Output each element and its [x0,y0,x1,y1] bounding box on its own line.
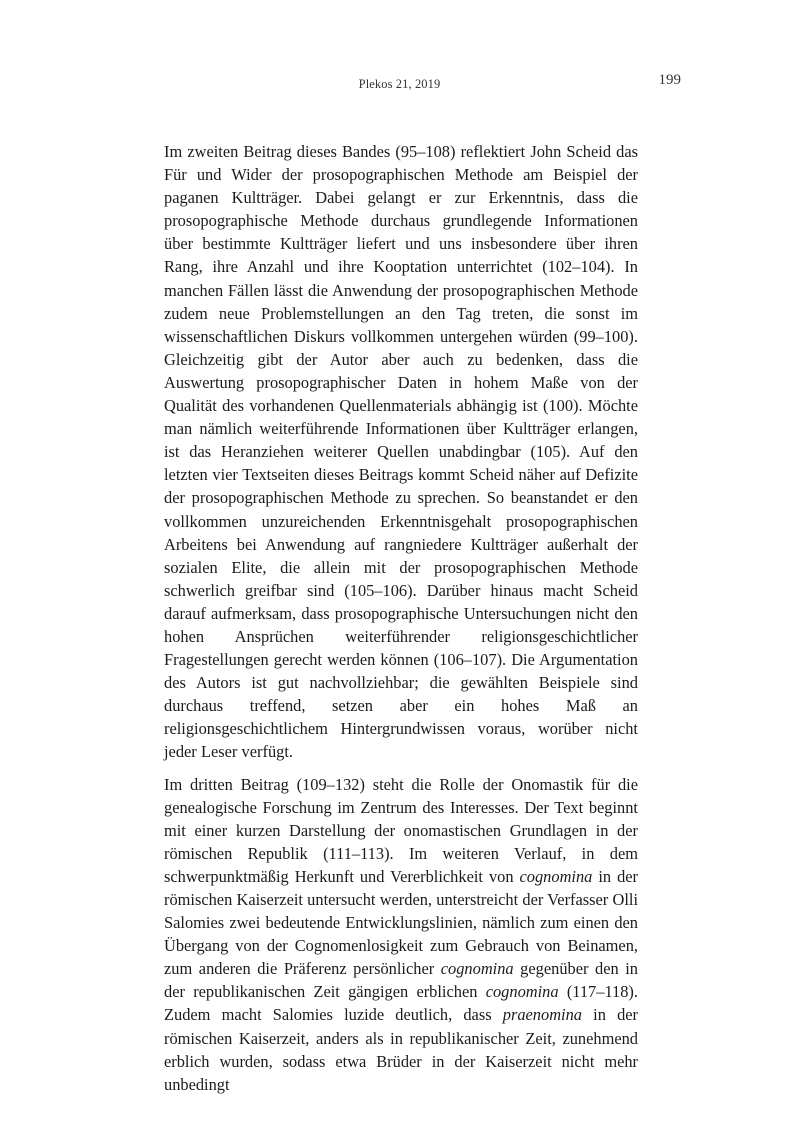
running-head-title: Plekos 21, 2019 [358,77,441,91]
latin-term: cognomina [519,866,593,886]
running-head [92,74,707,94]
body-text-block [164,140,638,1096]
paragraph-onomastik: Im dritten Beitrag (109–132) steht die Rolle der Onomastik für die genealogische Forschung im Zentrum des Interesses. Der Text beginnt mit einer kurzen Darstellung der onomastischen Grundlagen in der römischen Republik (111–113). Im weiteren Verlauf, in dem schwerpunktmäßig Herkunft und Vererblichkeit von cognomina in der römischen Kaiserzeit untersucht werden, unterstreicht der Verfasser Olli Salomies zwei bedeutende Entwicklungslinien, nämlich zum einen den Übergang von der Cognomenlosigkeit zum Gebrauch von Beinamen, zum anderen die Präferenz persönlicher cognomina gegenüber den in der republikanischen Zeit gängigen erblichen cognomina (117–118). Zudem macht Salomies luzide deutlich, dass praenomina in der römischen Kaiserzeit, anders als in republikanischer Zeit, zunehmend erblich wurden, sodass etwa Brüder in der Kaiserzeit nicht mehr unbedingt [164,774,638,1094]
latin-term: cognomina [440,959,514,979]
paragraph-scheid: Im zweiten Beitrag dieses Bandes (95–108) reflektiert John Scheid das Für und Wider der prosopographischen Methode am Beispiel der paganen Kultträger. Dabei gelangt er zur Erkenntnis, dass die prosopographische Methode durchaus grundlegende Informationen über bestimmte Kultträger liefert und uns insbesondere über ihren Rang, ihre Anzahl und ihre Kooptation unterrichtet (102–104). In manchen Fällen lässt die Anwendung der prosopographischen Methode zudem neue Problemstellungen an den Tag treten, die sonst im wissenschaftlichen Diskurs vollkommen untergehen würden (99–100). Gleichzeitig gibt der Autor aber auch zu bedenken, dass die Auswertung prosopographischer Daten in hohem Maße von der Qualität des vorhandenen Quellenmaterials abhängig ist (100). Möchte man nämlich weiterführende Informationen über Kultträger erlangen, ist das Heranziehen weiterer Quellen unabdingbar (105). Auf den letzten vier Textseiten dieses Beitrags kommt Scheid näher auf Defizite der prosopographischen Methode zu sprechen. So beanstandet er den vollkommen unzureichenden Erkenntnisgehalt prosopographischen Arbeitens bei Anwendung auf rangniedere Kultträger außerhalt der sozialen Elite, die allein mit der prosopographischen Methode schwerlich greifbar sind (105–106). Darüber hinaus macht Scheid darauf aufmerksam, dass prosopographische Untersuchungen nicht den hohen Ansprüchen weiterführender religionsgeschichtlicher Fragestellungen gerecht werden können (106–107). Die Argumentation des Autors ist gut nachvollziehbar; die gewählten Beispiele sind durchaus treffend, setzen aber ein hohes Maß an religionsgeschichtlichem Hintergrundwissen voraus, worüber nicht jeder Leser verfügt. [164,142,638,762]
latin-term: praenomina [502,1005,582,1025]
page-number: 199 [658,72,681,88]
latin-term: cognomina [485,982,559,1002]
